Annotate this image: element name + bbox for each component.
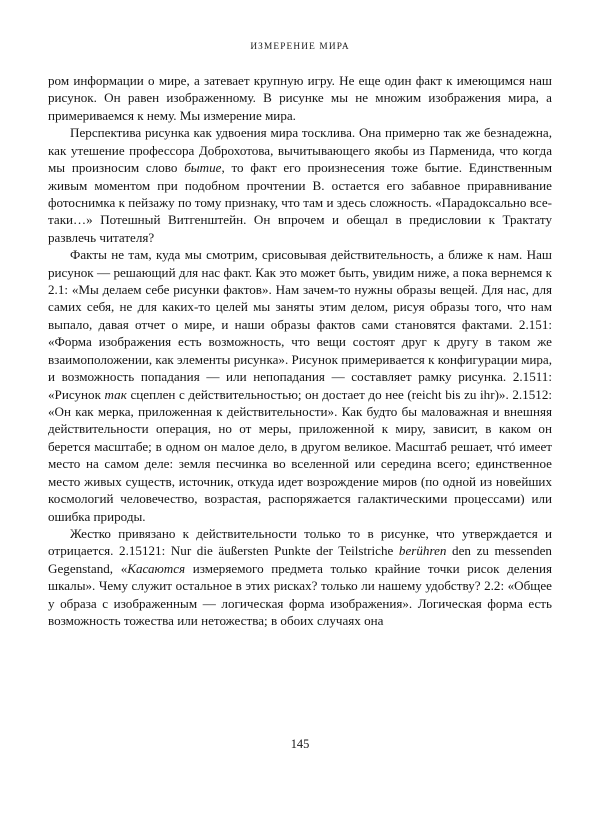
paragraph-3-text-b: сцеплен с действительностью; он достает до нее (reicht bis zu ihr)». 2.1512: «Он как мерка, приложенная к действительности». Как будто бы маловажная и внешняя действительности операция, но от меры, приложенной к миру, зависит, в каком он берется масштабе; в одном он малое дело, в другом великое. Масштаб решает, чтó имеет место на самом деле: земля песчинка во вселенной или середина всего; единственное место живых существ, источник, откуда идет возрождение миров (по одной из новейших космологий человечество, возрастая, распоряжается галактическими процессами) или ошибка природы. — [48, 386, 552, 524]
emphasis-bytie: бытие — [184, 160, 222, 176]
paragraph-1 — [48, 72, 552, 124]
paragraph-3-text-a: Факты не там, куда мы смотрим, срисовывая действительность, а ближе к нам. Наш рисунок — решающий для нас факт. Как это может быть, увидим ниже, а пока вернемся к 2.1: «Мы делаем себе рисунки фактов». Нам зачем-то нужны образы вещей. Для нас, для самих себя, не для каких-то целей мы заняты этим делом, рисуя образы того, что нам выпало, давая отчет о мире, и наши образы фактов сами становятся фактами. 2.151: «Форма изображения есть возможность, что вещи состоят друг к другу в таком же взаимоположении, как элементы рисунка». Рисунок примеривается к конфигурации мира, и возможность попадания — или непопадания — составляет рамку рисунка. 2.1511: «Рисунок — [48, 247, 552, 402]
paragraph-2 — [48, 124, 552, 246]
paragraph-4-text-b: den zu messenden Gegenstand, « — [48, 543, 552, 576]
running-head: ИЗМЕРЕНИЕ МИРА — [250, 42, 350, 52]
paragraph-2-text-a: Перспектива рисунка как удвоения мира тосклива. Она примерно так же безнадежна, как утешение профессора Доброхотова, вычитывающего якобы из Парменида, что когда мы произносим слово — [48, 125, 552, 176]
emphasis-kasayutsya: Касаются — [127, 560, 186, 576]
paragraph-4-text-c: измеряемого предмета только крайние точки рисок деления шкалы». Чему служит остальное в этих рисках? только ли нашему удобству? 2.2: «Общее у образа с изображенным — логическая форма изображения». Логическая форма есть возможность тожества или нетожества; в обоих случаях она — [48, 560, 552, 629]
paragraph-4 — [48, 525, 552, 630]
text-block — [48, 72, 552, 630]
paragraph-3 — [48, 246, 552, 525]
paragraph-4-text-a: Жестко привязано к действительности только то в рисунке, что утверждается и отрицается. 2.15121: Nur die äußersten Punkte der Teilstriche — [48, 525, 552, 559]
page-number: 145 — [290, 737, 310, 751]
paragraph-2-text-b: , то факт его произнесения тоже бытие. Единственным живым моментом при подобном прочтении В. остается его забавное приравнивание фотоснимка к пейзажу по тому признаку, что там и здесь сложность. «Парадоксально все-таки…» Потешный Витгенштейн. Он впрочем и обещал в предисловии к Трактату развлечь читателя? — [48, 160, 553, 245]
paragraph-1-text: ром информации о мире, а затевает крупную игру. Не еще один факт к имеющимся наш рисунок. Он равен изображенному. В рисунке мы не множим изображения мира, а примериваемся к нему. Мы измерение мира. — [48, 73, 552, 123]
emphasis-beruehren: berühren — [398, 543, 447, 559]
emphasis-tak: так — [104, 386, 127, 402]
